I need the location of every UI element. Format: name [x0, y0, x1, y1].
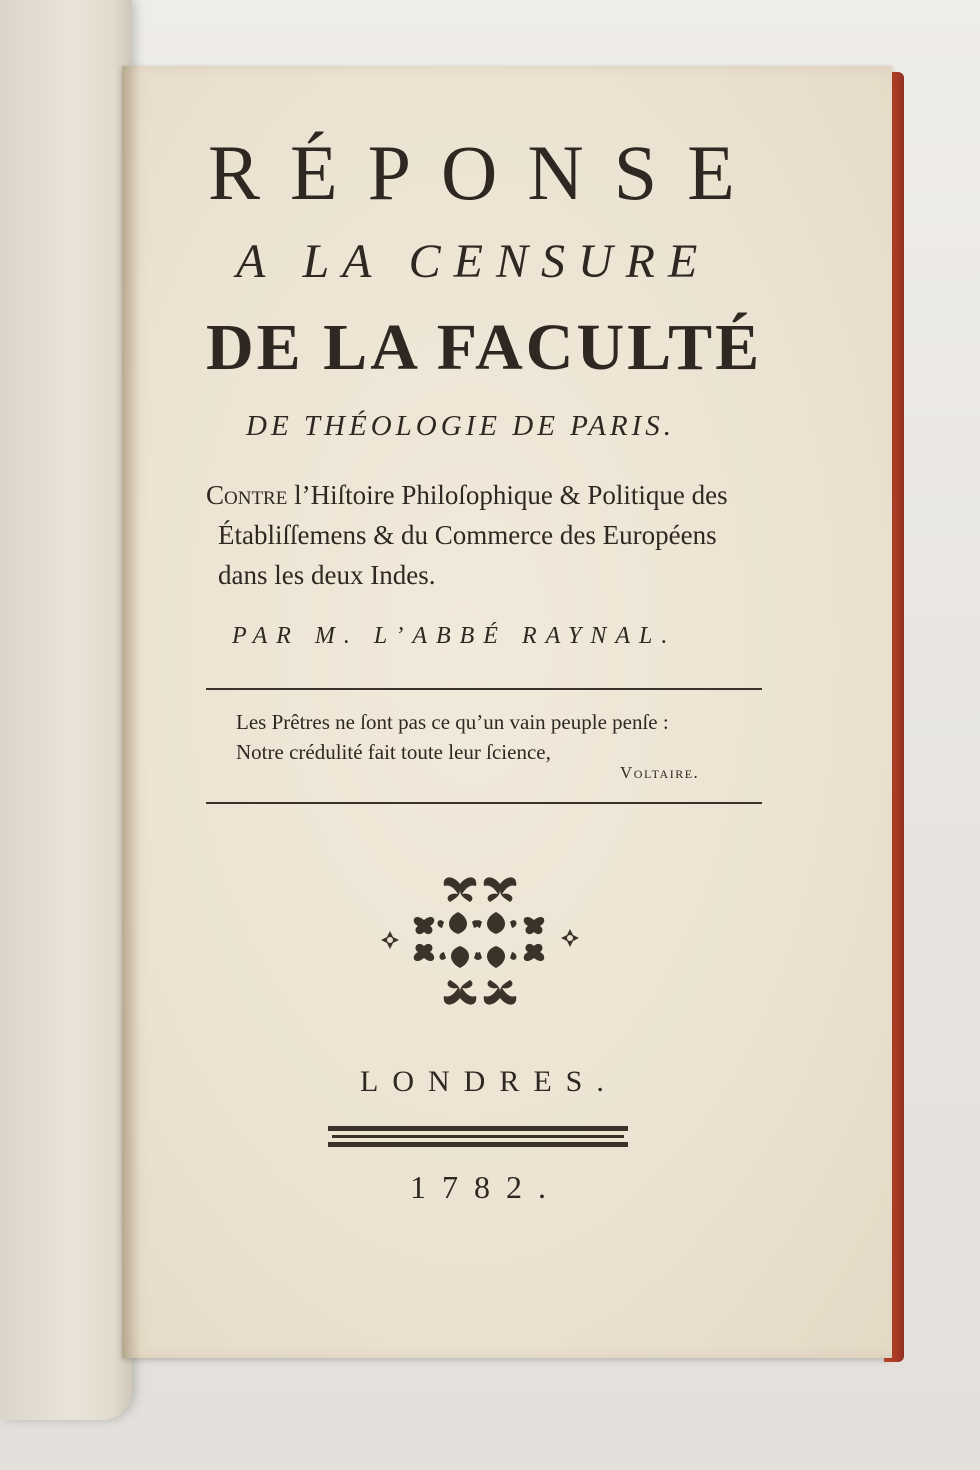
subtitle-theology: DE THÉOLOGIE DE PARIS. — [246, 410, 675, 442]
epigraph-line-1: Les Prêtres ne ſont pas ce qu’un vain peuple penſe : — [236, 710, 669, 734]
description-line-1-rest: l’Hiſtoire Philoſophique & Politique des — [287, 480, 728, 510]
bottom-rule — [206, 802, 762, 804]
main-title: RÉPONSE — [208, 129, 765, 216]
epigraph-line-2: Notre crédulité fait toute leur ſcience, — [236, 740, 551, 764]
fleuron-ornament-icon — [374, 862, 586, 1020]
epigraph-attribution: Voltaire. — [620, 763, 700, 782]
description-line-2: Établiſſemens & du Commerce des Européens — [218, 520, 717, 550]
double-rule-divider — [328, 1122, 628, 1150]
imprint-year: 1782. — [410, 1169, 562, 1205]
author-line: PAR M. L’ABBÉ RAYNAL. — [232, 623, 677, 649]
subtitle-censure: A LA CENSURE — [236, 235, 711, 288]
page-gutter-shadow — [122, 66, 140, 1358]
description-lead-word: Contre — [206, 480, 288, 510]
facing-page — [0, 0, 132, 1420]
description-line-3: dans les deux Indes. — [218, 560, 436, 590]
subtitle-faculty: DE LA FACULTÉ — [206, 311, 763, 384]
top-rule — [206, 688, 762, 690]
description-line-1 — [206, 478, 728, 512]
imprint-place: LONDRES. — [360, 1065, 618, 1098]
